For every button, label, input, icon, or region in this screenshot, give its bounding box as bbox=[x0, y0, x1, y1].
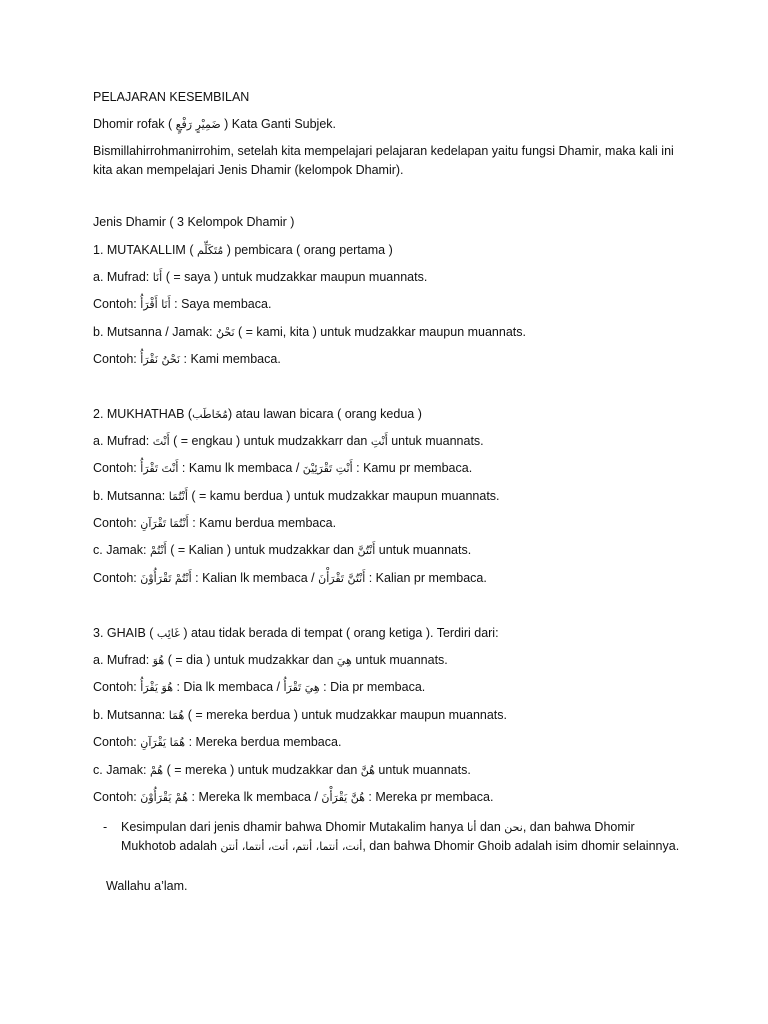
mukhathab-mufrad-contoh: Contoh: أَنْتَ تَقْرَأُ : Kamu lk membaca / أَنْتِ تَقْرَئِيْنَ : Kamu pr membaca. bbox=[93, 461, 473, 475]
ghaib-mutsanna: b. Mutsanna: هُمَا ( = mereka berdua ) untuk mudzakkar maupun muannats. bbox=[93, 708, 508, 722]
anti-taqraina-arabic: أَنْتِ تَقْرَئِيْنَ bbox=[302, 462, 353, 475]
subtitle-after: ) Kata Ganti Subjek. bbox=[220, 117, 337, 131]
nahnu-naqrau-arabic: نَحْنُ نَقْرَأُ bbox=[140, 353, 181, 366]
antum-arabic: أَنْتُمْ bbox=[149, 544, 167, 557]
hiya-taqrau-arabic: هِيَ تَقْرَأُ bbox=[283, 681, 320, 694]
antuma-taqraani-arabic: أَنْتُمَا تَقْرَآنِ bbox=[140, 517, 189, 530]
subtitle-arabic: ضَمِيْرٍ رَفْعٍ bbox=[175, 118, 221, 131]
ghaib-mutsanna-contoh: Contoh: هُمَا يَقْرَآنِ : Mereka berdua membaca. bbox=[93, 735, 342, 749]
bullet-dash: - bbox=[103, 820, 108, 834]
hunna-arabic: هُنَّ bbox=[360, 764, 375, 777]
antuma-arabic: أَنْتُمَا bbox=[168, 490, 188, 503]
mukhathab-jamak: c. Jamak: أَنْتُمْ ( = Kalian ) untuk mudzakkar dan أَنْتُنَّ untuk muannats. bbox=[93, 543, 472, 557]
mutakallim-jamak-contoh: Contoh: نَحْنُ نَقْرَأُ : Kami membaca. bbox=[93, 352, 281, 366]
nahnu-plain-arabic: نحن bbox=[504, 821, 523, 834]
intro-paragraph: Bismillahirrohmanirrohim, setelah kita mempelajari pelajaran kedelapan yaitu fungsi Dhamir, maka kali ini kita akan mempelajari Jenis Dhamir (kelompok Dhamir). bbox=[93, 144, 674, 177]
mutakallim-arabic: مُتَكَلِّم bbox=[196, 244, 224, 257]
huma-arabic: هُمَا bbox=[168, 709, 185, 722]
hiya-arabic: هِيَ bbox=[336, 654, 352, 667]
ana-plain-arabic: أنا bbox=[467, 821, 477, 834]
mutakallim-jamak: b. Mutsanna / Jamak: نَحْنُ ( = kami, kita ) untuk mudzakkar maupun muannats. bbox=[93, 325, 526, 339]
mukhathab-mutsanna-contoh: Contoh: أَنْتُمَا تَقْرَآنِ : Kamu berdua membaca. bbox=[93, 516, 337, 530]
ghaib-heading: 3. GHAIB ( غَائِب ) atau tidak berada di tempat ( orang ketiga ). Terdiri dari: bbox=[93, 626, 499, 640]
mukhathab-mufrad: a. Mufrad: أَنْتَ ( = engkau ) untuk mudzakkarr dan أَنْتِ untuk muannats. bbox=[93, 434, 484, 448]
jenis-heading: Jenis Dhamir ( 3 Kelompok Dhamir ) bbox=[93, 215, 295, 229]
hum-yaqrauna-arabic: هُمْ يَقْرَأُوْنَ bbox=[140, 791, 189, 804]
ghaib-mufrad: a. Mufrad: هُوَ ( = dia ) untuk mudzakkar dan هِيَ untuk muannats. bbox=[93, 653, 448, 667]
mukhathab-mutsanna: b. Mutsanna: أَنْتُمَا ( = kamu berdua ) untuk mudzakkar maupun muannats. bbox=[93, 489, 500, 503]
ana-arabic: أَنَا bbox=[152, 271, 163, 284]
mukhathab-heading: 2. MUKHATHAB (مُخَاطَب) atau lawan bicara ( orang kedua ) bbox=[93, 407, 422, 421]
nahnu-arabic: نَحْنُ bbox=[215, 326, 235, 339]
anta-taqrau-arabic: أَنْتَ تَقْرَأُ bbox=[140, 462, 179, 475]
mutakallim-heading: 1. MUTAKALLIM ( مُتَكَلِّم ) pembicara ( orang pertama ) bbox=[93, 243, 393, 257]
hunna-yaqrana-arabic: هُنَّ يَقْرَأْنَ bbox=[321, 791, 365, 804]
ghaib-arabic: غَائِب bbox=[156, 627, 180, 640]
hum-arabic: هُمْ bbox=[149, 764, 164, 777]
ana-aqrau-arabic: أَنَا أَقْرَأُ bbox=[140, 298, 171, 311]
huwa-arabic: هُوَ bbox=[152, 654, 165, 667]
page-title: PELAJARAN KESEMBILAN bbox=[93, 90, 250, 104]
mutakallim-mufrad: a. Mufrad: أَنَا ( = saya ) untuk mudzakkar maupun muannats. bbox=[93, 270, 428, 284]
mukhathab-arabic: مُخَاطَب bbox=[192, 408, 228, 421]
mukhathab-jamak-contoh: Contoh: أَنْتُمْ تَقْرَأُوْنَ : Kalian lk membaca / أَنْتُنَّ تَقْرَأْنَ : Kalian pr membaca. bbox=[93, 571, 487, 585]
anti-arabic: أَنْتِ bbox=[370, 435, 388, 448]
antum-taqrauna-arabic: أَنْتُمْ تَقْرَأُوْنَ bbox=[140, 572, 192, 585]
ghaib-mufrad-contoh: Contoh: هُوَ يَقْرَأُ : Dia lk membaca / هِيَ تَقْرَأُ : Dia pr membaca. bbox=[93, 680, 426, 694]
closing-text: Wallahu a’lam. bbox=[106, 879, 188, 893]
ghaib-jamak-contoh: Contoh: هُمْ يَقْرَأُوْنَ : Mereka lk membaca / هُنَّ يَقْرَأْنَ : Mereka pr membaca. bbox=[93, 790, 494, 804]
subtitle-line bbox=[93, 116, 336, 133]
ghaib-jamak: c. Jamak: هُمْ ( = mereka ) untuk mudzakkar dan هُنَّ untuk muannats. bbox=[93, 763, 471, 777]
conclusion-paragraph: Kesimpulan dari jenis dhamir bahwa Dhomir Mutakalim hanya أنا dan نحن, dan bahwa Dhomir Mukhotob adalah أنت، أنتما، أنتم، أنت، أنتما، أنتن, dan bahwa Dhomir Ghoib adalah isim dhomir selainnya. bbox=[121, 820, 680, 853]
mutakallim-mufrad-contoh: Contoh: أَنَا أَقْرَأُ : Saya membaca. bbox=[93, 297, 272, 311]
antunna-taqrana-arabic: أَنْتُنَّ تَقْرَأْنَ bbox=[318, 572, 366, 585]
huwa-yaqrau-arabic: هُوَ يَقْرَأُ bbox=[140, 681, 173, 694]
anta-arabic: أَنْتَ bbox=[152, 435, 170, 448]
subtitle-before: Dhomir rofak ( bbox=[93, 117, 176, 131]
mukhotob-list-arabic: أنت، أنتما، أنتم، أنت، أنتما، أنتن bbox=[220, 840, 363, 853]
huma-yaqraani-arabic: هُمَا يَقْرَآنِ bbox=[140, 736, 186, 749]
antunna-arabic: أَنْتُنَّ bbox=[357, 544, 376, 557]
